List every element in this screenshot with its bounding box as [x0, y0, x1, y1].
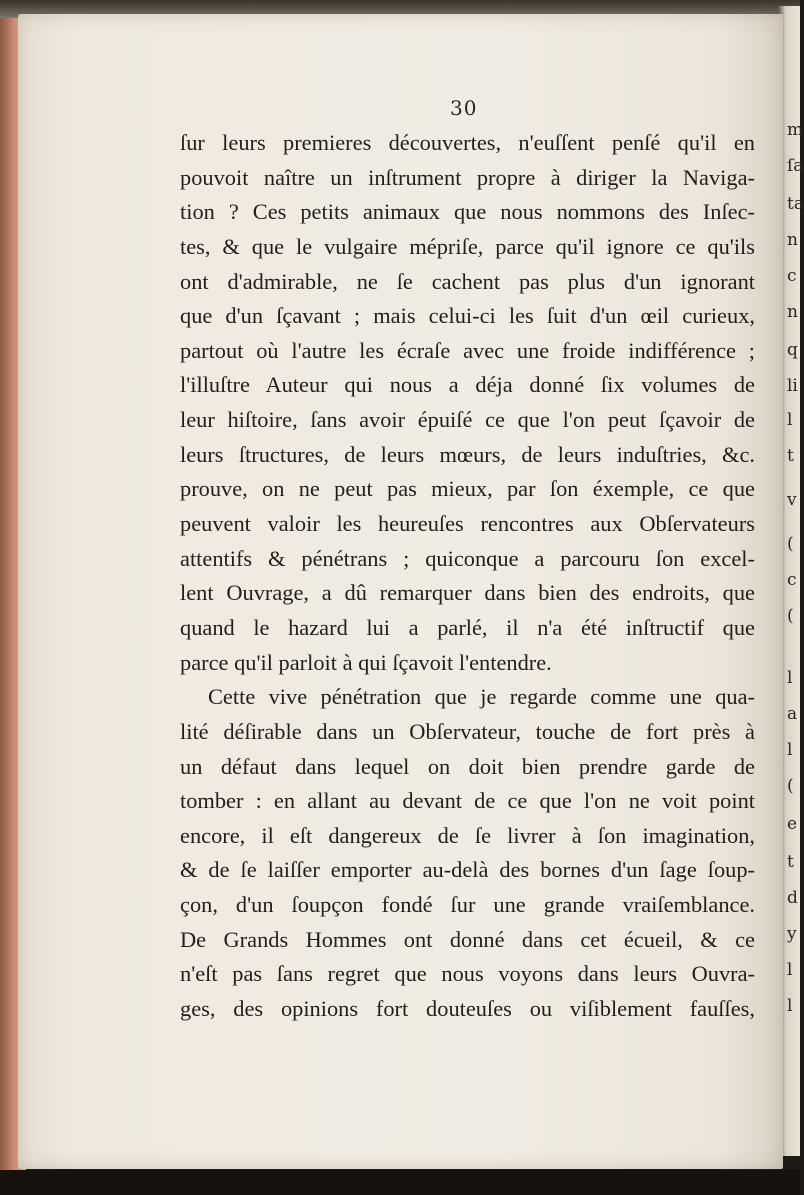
text-line: ont d'admirable, ne ſe cachent pas plus d'un ignorant: [180, 268, 755, 294]
text-line: tomber : en allant au devant de ce que l'on ne voit point: [180, 788, 755, 814]
text-line: & de ſe laiſſer emporter au-delà des bornes d'un ſage ſoup-: [180, 857, 755, 883]
next-page-fragment: d: [787, 888, 798, 908]
next-page-fragment: n: [787, 302, 798, 322]
next-page-fragment: ta: [787, 194, 804, 214]
text-line: parce qu'il parloit à qui ſçavoit l'entendre.: [180, 649, 552, 675]
text-line: leur hiſtoire, ſans avoir épuiſé ce que l'on peut ſçavoir de: [180, 407, 755, 433]
next-page-edge: [782, 110, 804, 1030]
text-line: De Grands Hommes ont donné dans cet écueil, & ce: [180, 926, 755, 952]
next-page-fragment: (: [787, 606, 794, 626]
next-page-fragment: c: [787, 266, 797, 286]
next-page-fragment: (: [787, 776, 794, 796]
text-line: que d'un ſçavant ; mais celui-ci les ſuit d'un œil curieux,: [180, 303, 755, 329]
next-page-fragment: l: [787, 996, 793, 1016]
next-page-fragment: ſa: [787, 156, 804, 176]
page-number: 30: [450, 96, 478, 120]
text-line: encore, il eſt dangereux de ſe livrer à ſon imagination,: [180, 822, 755, 848]
next-page-fragment: t: [787, 852, 794, 872]
next-page-fragment: q: [787, 340, 798, 360]
text-line: n'eſt pas ſans regret que nous voyons dans leurs Ouvra-: [180, 961, 755, 987]
text-line: l'illuſtre Auteur qui nous a déja donné ſix volumes de: [180, 372, 755, 398]
text-line: leurs ſtructures, de leurs mœurs, de leurs induſtries, &c.: [180, 441, 755, 467]
text-line: pouvoit naître un inſtrument propre à diriger la Naviga-: [180, 164, 755, 190]
text-line: tes, & que le vulgaire mépriſe, parce qu'il ignore ce qu'ils: [180, 233, 755, 259]
text-line: lent Ouvrage, a dû remarquer dans bien des endroits, que: [180, 580, 755, 606]
next-page-fragment: n: [787, 230, 798, 250]
next-page-fragment: l: [787, 668, 793, 688]
text-line: Cette vive pénétration que je regarde comme une qua-: [208, 684, 755, 710]
text-line: prouve, on ne peut pas mieux, par ſon éxemple, ce que: [180, 476, 755, 502]
text-line: partout où l'autre les écraſe avec une froide indifférence ;: [180, 337, 755, 363]
next-page-fragment: li: [787, 376, 798, 396]
next-page-fragment: m: [787, 120, 804, 140]
next-page-fragment: t: [787, 446, 794, 466]
page-text: [180, 126, 755, 1027]
next-page-fragment: l: [787, 740, 793, 760]
next-page-fragment: e: [787, 814, 798, 834]
next-page-fragment: c: [787, 570, 797, 590]
next-page-fragment: y: [787, 924, 797, 944]
next-page-fragment: a: [787, 704, 798, 724]
text-line: ſur leurs premieres découvertes, n'euſſent penſé qu'il en: [180, 130, 755, 155]
text-line: tion ? Ces petits animaux que nous nommons des Inſec-: [180, 199, 755, 225]
next-page-fragment: (: [787, 534, 794, 554]
next-page-fragment: l: [787, 960, 793, 980]
scan-bottom-edge: [0, 1170, 800, 1195]
text-line: quand le hazard lui a parlé, il n'a été inſtructif que: [180, 614, 755, 640]
text-line: peuvent valoir les heureuſes rencontres aux Obſervateurs: [180, 511, 755, 537]
text-line: un défaut dans lequel on doit bien prendre garde de: [180, 753, 755, 779]
text-line: lité déſirable dans un Obſervateur, touche de fort près à: [180, 718, 755, 744]
next-page-fragment: v: [787, 490, 797, 510]
text-line: ges, des opinions fort douteuſes ou viſiblement fauſſes,: [180, 996, 755, 1022]
next-page-fragment: l: [787, 410, 793, 430]
text-line: çon, d'un ſoupçon fondé ſur une grande vraiſemblance.: [180, 892, 755, 918]
text-line: attentifs & pénétrans ; quiconque a parcouru ſon excel-: [180, 545, 755, 571]
